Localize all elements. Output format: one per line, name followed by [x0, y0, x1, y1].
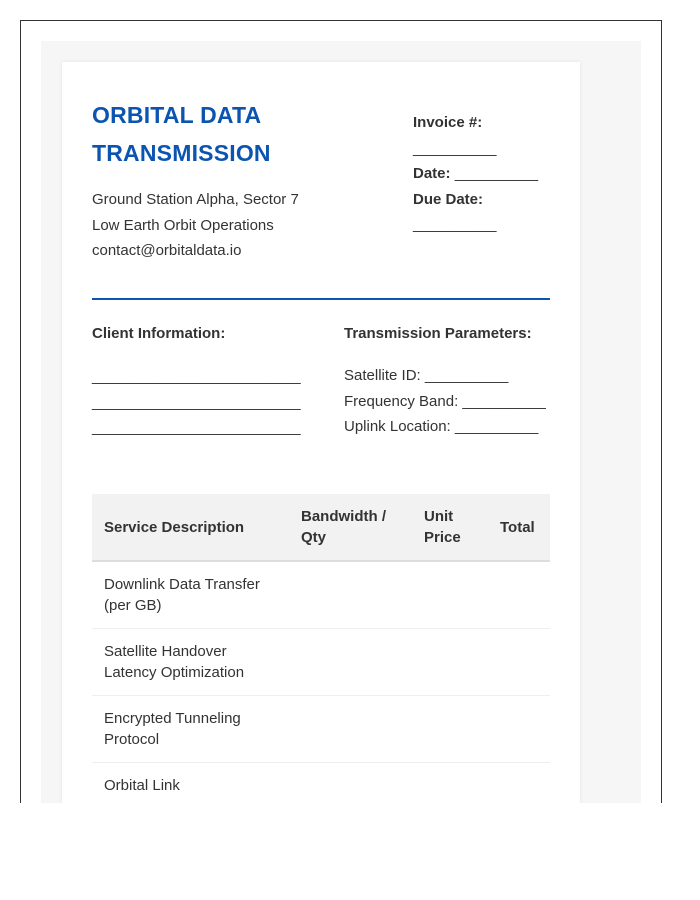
invoice-meta	[413, 110, 553, 238]
company-block	[92, 96, 352, 264]
uplink-location-field[interactable]: Uplink Location: __________	[344, 418, 539, 435]
table-row	[92, 629, 550, 696]
header-unit-price: Unit Price	[412, 494, 488, 561]
transmission-params-block	[344, 324, 564, 440]
company-address-line2: Low Earth Orbit Operations	[92, 216, 274, 234]
document-viewport	[20, 20, 662, 803]
client-info-lines	[92, 364, 312, 441]
services-table	[92, 494, 550, 803]
table-header-row	[92, 494, 550, 561]
row-unit-price[interactable]	[412, 763, 488, 804]
company-email: contact@orbitaldata.io	[92, 242, 242, 259]
client-line-3[interactable]: _________________________	[92, 419, 301, 436]
row-qty[interactable]	[289, 696, 412, 763]
services-table-head	[92, 494, 550, 561]
row-total	[488, 696, 550, 763]
row-total	[488, 561, 550, 629]
company-address-line1: Ground Station Alpha, Sector 7	[92, 191, 299, 208]
due-date-label: Due Date:	[413, 190, 484, 208]
transmission-params-title: Transmission Parameters:	[344, 325, 532, 342]
table-row	[92, 561, 550, 629]
row-qty[interactable]	[289, 629, 412, 696]
satellite-id-field[interactable]: Satellite ID: __________	[344, 367, 509, 384]
row-description: Downlink Data Transfer (per GB)	[92, 561, 289, 629]
row-total	[488, 629, 550, 696]
row-qty[interactable]	[289, 561, 412, 629]
date-field[interactable]: __________	[454, 165, 539, 182]
client-info-block	[92, 324, 312, 441]
row-total	[488, 763, 550, 804]
invoice-number-field[interactable]: __________	[413, 139, 497, 157]
row-qty[interactable]	[289, 763, 412, 804]
company-address	[92, 187, 352, 264]
frequency-band-field[interactable]: Frequency Band: __________	[344, 392, 546, 410]
table-row	[92, 763, 550, 804]
header-total: Total	[488, 494, 550, 561]
header-service-description: Service Description	[92, 494, 289, 561]
invoice-number-label: Invoice #:	[413, 114, 483, 131]
row-description: Orbital Link	[92, 763, 289, 804]
date-row	[413, 161, 553, 187]
header-divider	[92, 298, 550, 300]
client-line-2[interactable]: _________________________	[92, 393, 301, 411]
row-unit-price[interactable]	[412, 696, 488, 763]
due-date-field[interactable]: __________	[413, 216, 497, 233]
company-name-line1: ORBITAL DATA	[92, 102, 262, 128]
table-row	[92, 696, 550, 763]
company-name	[92, 96, 352, 172]
row-unit-price[interactable]	[412, 561, 488, 629]
row-description: Encrypted Tunneling Protocol	[92, 696, 289, 763]
transmission-params-lines	[344, 363, 564, 440]
services-table-body	[92, 561, 550, 803]
company-name-line2: TRANSMISSION	[92, 140, 271, 166]
row-unit-price[interactable]	[412, 629, 488, 696]
header-bandwidth-qty: Bandwidth / Qty	[289, 494, 412, 561]
invoice-paper	[62, 62, 580, 803]
client-line-1[interactable]: _________________________	[92, 368, 301, 385]
client-info-title: Client Information:	[92, 325, 226, 342]
row-description: Satellite Handover Latency Optimization	[92, 629, 289, 696]
date-label: Date:	[413, 165, 451, 182]
